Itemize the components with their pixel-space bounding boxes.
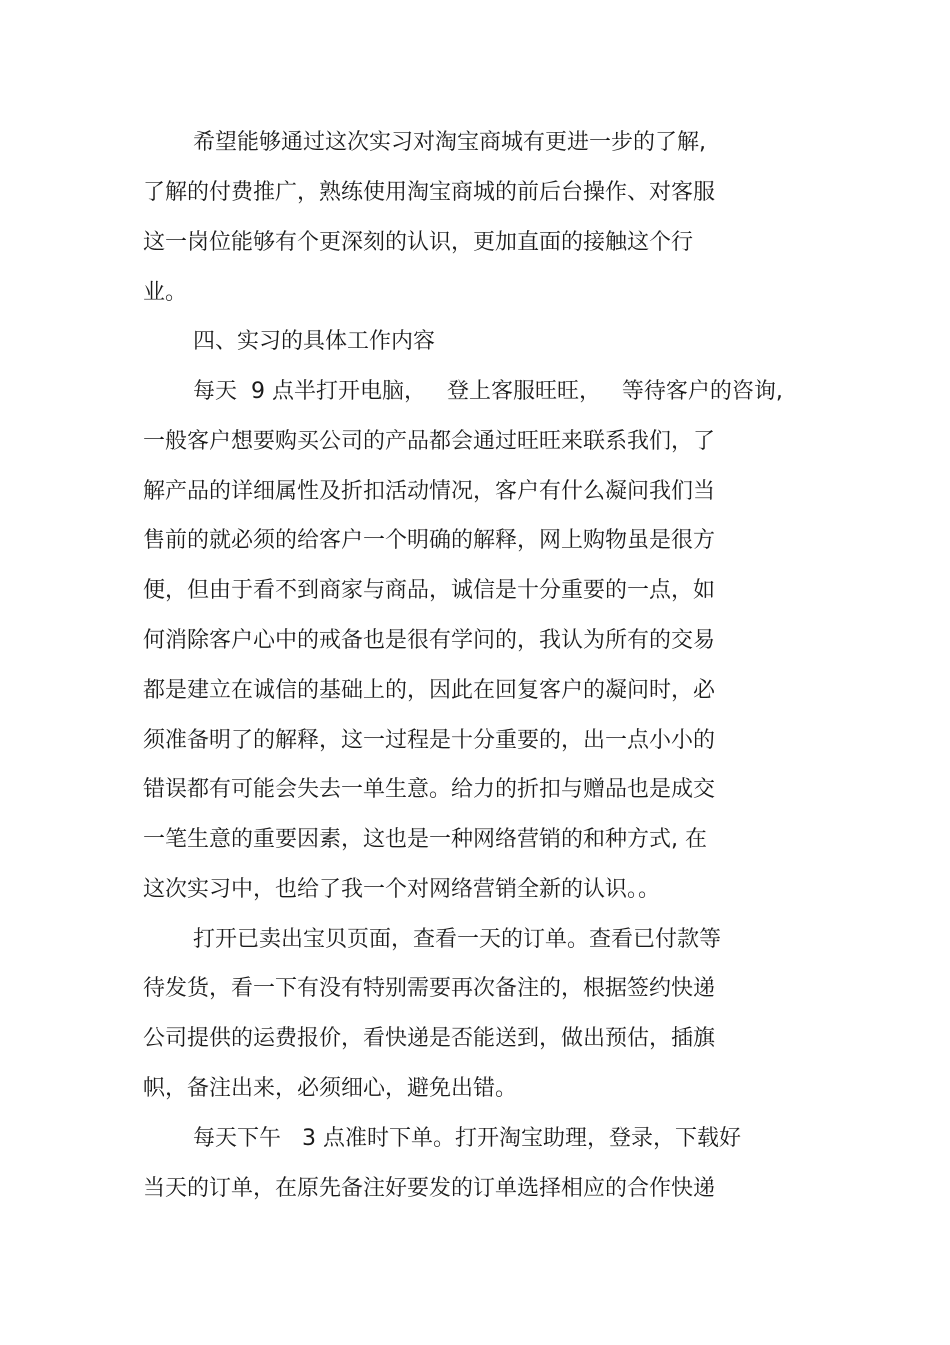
text-line: 错误都有可能会失去一单生意。给力的折扣与赠品也是成交 xyxy=(143,777,716,802)
text-line: 业。 xyxy=(143,280,188,305)
text-line: 这次实习中，也给了我一个对网络营销全新的认识。。 xyxy=(143,877,661,902)
text-line: 公司提供的运费报价，看快递是否能送到，做出预估，插旗 xyxy=(143,1026,716,1051)
text-line: 便，但由于看不到商家与商品，诚信是十分重要的一点，如 xyxy=(143,578,716,603)
text-line: 这一岗位能够有个更深刻的认识，更加直面的接触这个行 xyxy=(143,230,694,255)
section-heading: 四、实习的具体工作内容 xyxy=(193,329,436,354)
text-line: 了解的付费推广，熟练使用淘宝商城的前后台操作、对客服 xyxy=(143,180,716,205)
text-line: 一般客户想要购买公司的产品都会通过旺旺来联系我们，了 xyxy=(143,429,716,454)
text-line: 希望能够通过这次实习对淘宝商城有更进一步的了解, xyxy=(193,130,706,155)
text-line: 须准备明了的解释，这一过程是十分重要的，出一点小小的 xyxy=(143,728,716,753)
text-line: 每天 9 点半打开电脑， 登上客服旺旺， 等待客户的咨询, xyxy=(193,379,783,404)
text-line: 何消除客户心中的戒备也是很有学问的，我认为所有的交易 xyxy=(143,628,716,653)
text-line: 解产品的详细属性及折扣活动情况，客户有什么凝问我们当 xyxy=(143,479,716,504)
text-line: 当天的订单，在原先备注好要发的订单选择相应的合作快递 xyxy=(143,1176,716,1201)
text-line: 售前的就必须的给客户一个明确的解释，网上购物虽是很方 xyxy=(143,528,716,553)
text-line: 待发货，看一下有没有特别需要再次备注的，根据签约快递 xyxy=(143,976,716,1001)
text-line: 都是建立在诚信的基础上的，因此在回复客户的凝问时，必 xyxy=(143,678,716,703)
text-line: 每天下午 3 点准时下单。打开淘宝助理，登录，下载好 xyxy=(193,1126,741,1151)
text-line: 一笔生意的重要因素，这也是一种网络营销的和种方式, 在 xyxy=(143,827,707,852)
text-line: 帜，备注出来，必须细心，避免出错。 xyxy=(143,1076,518,1101)
text-line: 打开已卖出宝贝页面，查看一天的订单。查看已付款等 xyxy=(193,927,722,952)
